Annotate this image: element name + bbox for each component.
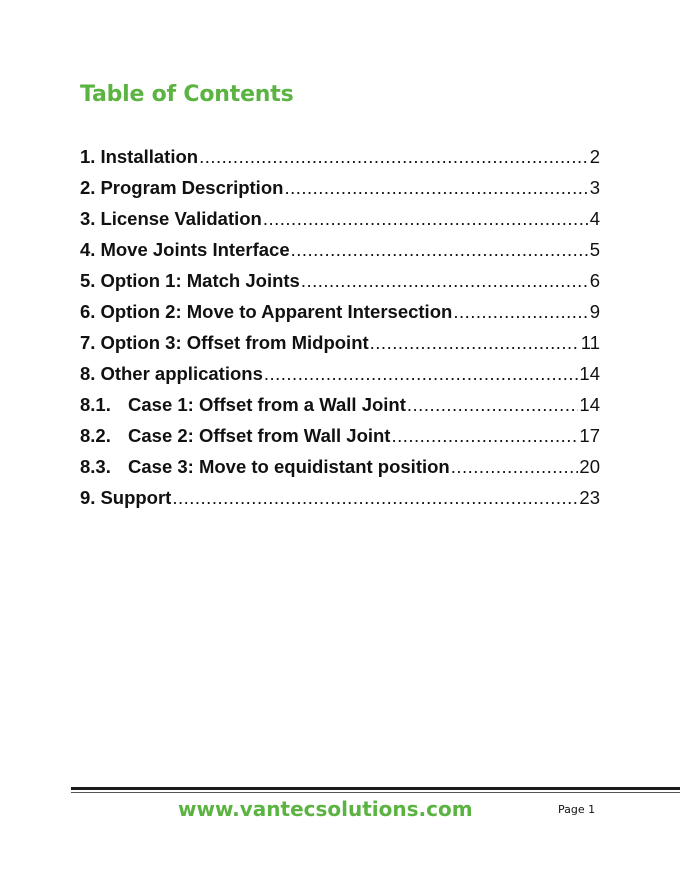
toc-entry-number: 3. — [80, 208, 96, 229]
toc-dot-leader — [407, 394, 579, 416]
toc-entry[interactable] — [80, 301, 600, 332]
toc-entry-title: Case 2: Offset from Wall Joint — [128, 425, 391, 446]
toc-entry-title: Move Joints Interface — [100, 239, 290, 260]
toc-entry[interactable] — [80, 146, 600, 177]
toc-entry-number: 9. — [80, 487, 96, 508]
toc-entry-number: 8.2. — [80, 425, 111, 446]
toc-entry[interactable] — [80, 270, 600, 301]
toc-dot-leader — [263, 208, 589, 230]
toc-entry-number: 8. — [80, 363, 96, 384]
toc-entry-title: Other applications — [100, 363, 263, 384]
toc-entry-page: 5 — [589, 239, 600, 260]
footer-divider-thin — [71, 792, 680, 793]
toc-entry-title: Support — [100, 487, 172, 508]
toc-entry-page: 4 — [589, 208, 600, 229]
toc-entry[interactable] — [80, 394, 600, 425]
footer-page-number: Page 1 — [558, 803, 596, 816]
toc-entry-number: 8.3. — [80, 456, 111, 477]
toc-entry-page: 11 — [580, 332, 600, 353]
toc-entry-page: 17 — [579, 425, 600, 446]
toc-dot-leader — [291, 239, 589, 261]
toc-dot-leader — [264, 363, 579, 385]
toc-entry-title: Option 3: Offset from Midpoint — [100, 332, 369, 353]
toc-dot-leader — [391, 425, 578, 447]
toc-entry-page: 20 — [579, 456, 600, 477]
toc-entry-title: License Validation — [100, 208, 262, 229]
toc-dot-leader — [301, 270, 589, 292]
toc-entry[interactable] — [80, 332, 600, 363]
toc-entry-number: 2. — [80, 177, 96, 198]
toc-entry-page: 14 — [579, 363, 600, 384]
toc-entry[interactable] — [80, 208, 600, 239]
toc-entry[interactable] — [80, 487, 600, 518]
toc-entry-title: Installation — [100, 146, 199, 167]
toc-dot-leader — [451, 456, 579, 478]
toc-list — [80, 146, 600, 518]
toc-entry[interactable] — [80, 456, 600, 487]
toc-entry[interactable] — [80, 363, 600, 394]
toc-dot-leader — [172, 487, 578, 509]
toc-entry-page: 2 — [589, 146, 600, 167]
toc-entry-number: 8.1. — [80, 394, 111, 415]
toc-entry-page: 6 — [589, 270, 600, 291]
toc-dot-leader — [370, 332, 580, 354]
toc-entry-page: 14 — [579, 394, 600, 415]
toc-entry-number: 7. — [80, 332, 96, 353]
toc-entry[interactable] — [80, 425, 600, 456]
toc-entry-title: Case 3: Move to equidistant position — [128, 456, 450, 477]
footer-website-link[interactable]: www.vantecsolutions.com — [178, 797, 473, 821]
toc-entry[interactable] — [80, 239, 600, 270]
toc-entry-title: Program Description — [100, 177, 284, 198]
toc-entry-title: Option 1: Match Joints — [100, 270, 300, 291]
toc-entry-number: 4. — [80, 239, 96, 260]
toc-dot-leader — [284, 177, 588, 199]
toc-entry-number: 6. — [80, 301, 96, 322]
footer-divider — [71, 787, 680, 790]
toc-dot-leader — [453, 301, 588, 323]
toc-entry-page: 3 — [589, 177, 600, 198]
toc-entry-page: 9 — [589, 301, 600, 322]
toc-entry-title: Case 1: Offset from a Wall Joint — [128, 394, 406, 415]
toc-entry-title: Option 2: Move to Apparent Intersection — [100, 301, 453, 322]
toc-entry[interactable] — [80, 177, 600, 208]
toc-entry-number: 5. — [80, 270, 96, 291]
toc-entry-page: 23 — [579, 487, 600, 508]
toc-title: Table of Contents — [80, 82, 294, 107]
toc-entry-number: 1. — [80, 146, 96, 167]
toc-dot-leader — [199, 146, 589, 168]
